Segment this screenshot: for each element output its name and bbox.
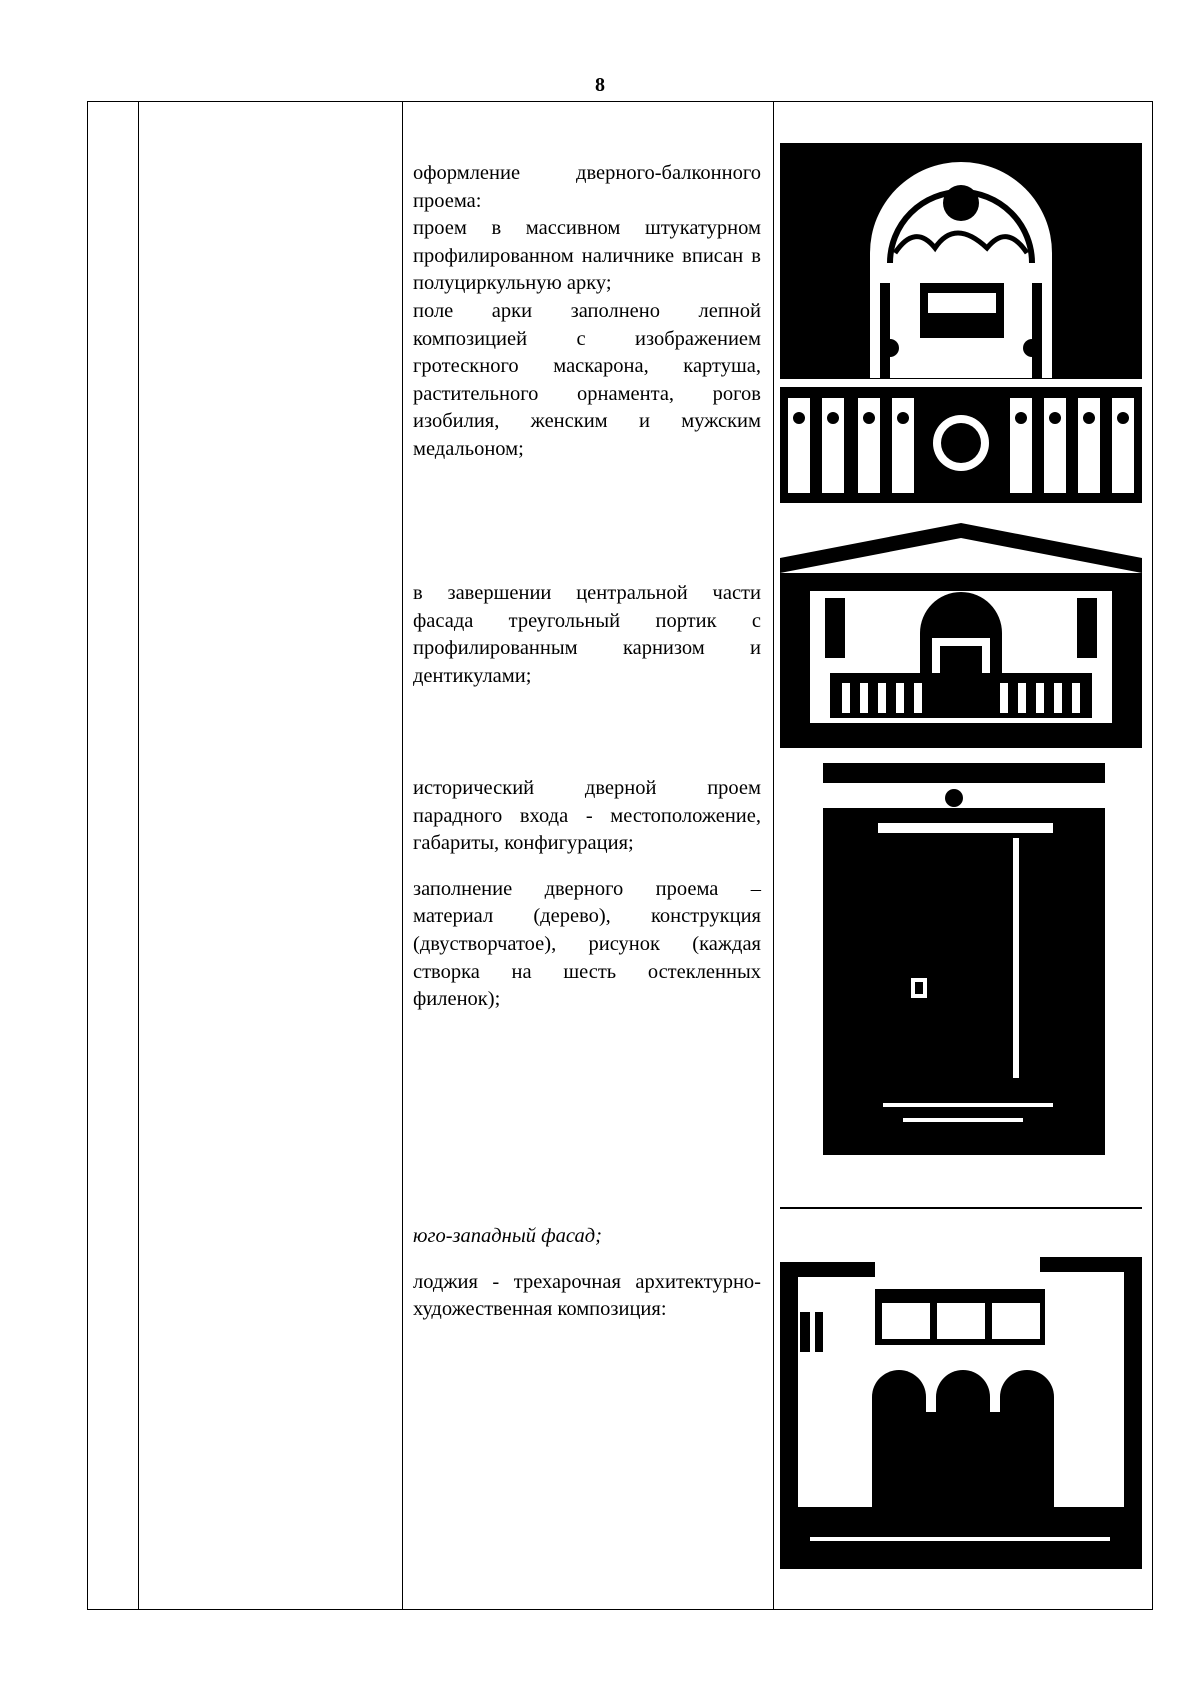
row-3-description: [413, 775, 761, 1014]
row-1-description: [413, 160, 761, 464]
row-3-paragraph-1: исторический дверной проем парадного входа - местоположение, габариты, конфигурация;: [413, 777, 761, 855]
column-divider: [773, 102, 774, 1609]
row-3-paragraph-2: заполнение дверного проема – материал (дерево), конструкция (двустворчатое), рисунок (каждая створка на шесть остекленных филенок);: [413, 877, 761, 1011]
row-2-paragraph-1: в завершении центральной части фасада треугольный портик с профилированным карнизом и дентикулами;: [413, 582, 761, 687]
column-divider: [138, 102, 139, 1609]
three-arch-loggia-photo: [780, 1207, 1142, 1569]
page-number: 8: [595, 74, 605, 96]
column-divider: [402, 102, 403, 1609]
row-1-paragraph-3: поле арки заполнено лепной композицией с изображением гротескного маскарона, картуша, растительного орнамента, рогов изобилия, женским и мужским медальоном;: [413, 299, 761, 460]
main-entrance-door-photo: [823, 763, 1105, 1155]
balcony-door-arch-photo: [780, 143, 1142, 503]
row-4-heading: юго-западный фасад;: [413, 1225, 602, 1247]
triangular-portico-photo: [780, 518, 1142, 748]
row-1-paragraph-1: оформление дверного-балконного проема:: [413, 162, 761, 212]
row-4-description: [413, 1223, 761, 1324]
row-1-paragraph-2: проем в массивном штукатурном профилированном наличнике вписан в полуциркульную арку;: [413, 217, 761, 295]
row-2-description: [413, 580, 761, 690]
row-4-paragraph-1: лоджия - трехарочная архитектурно-художественная композиция:: [413, 1270, 761, 1321]
